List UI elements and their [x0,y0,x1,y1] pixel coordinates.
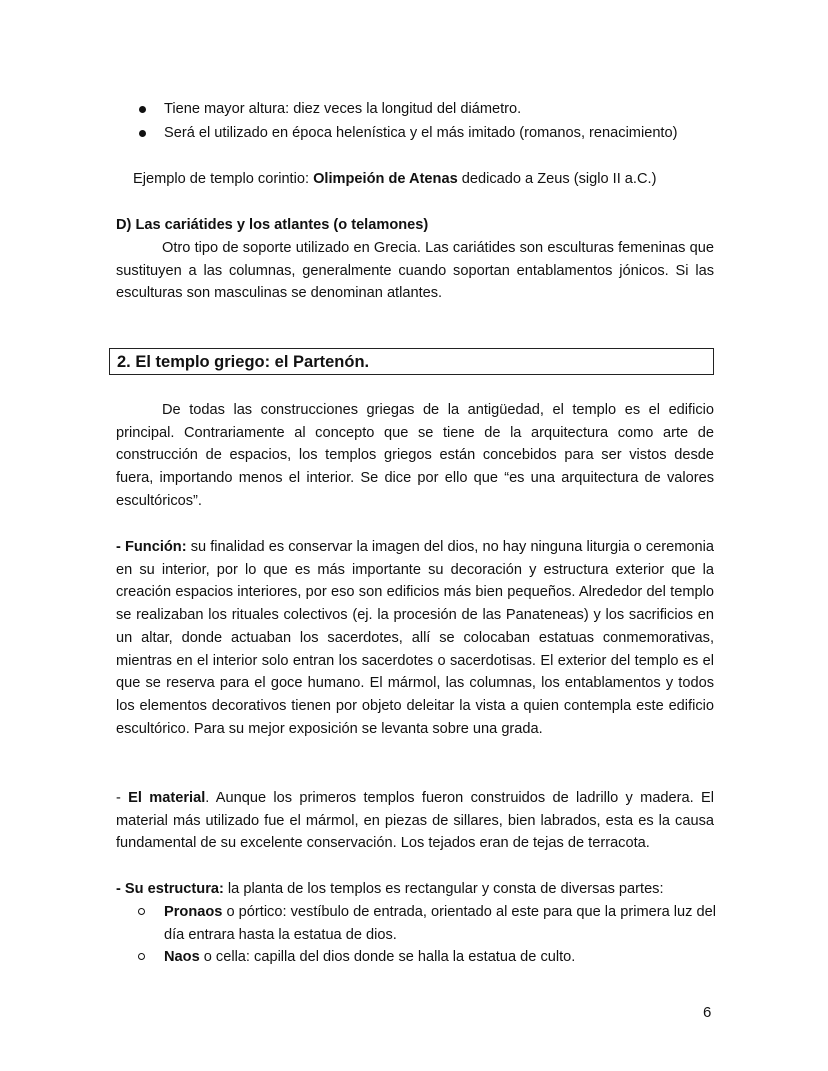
bullet-item [116,98,716,122]
temple-part-item: Pronaos o pórtico: vestíbulo de entrada, orientado al este para que la primera luz del día entrara hasta la estatua de dios. [116,901,716,946]
section-d-heading: D) Las cariátides y los atlantes (o telamones) [116,217,429,233]
estructura-line: - Su estructura: la planta de los templos es rectangular y consta de diversas partes: [116,881,664,897]
bullet-icon [139,130,146,137]
page-number: 6 [703,1004,712,1021]
example-temple-name: Olimpeión de Atenas [313,171,458,187]
order-features-list [116,98,716,146]
temple-parts-list [116,901,716,969]
section-2-title: 2. El templo griego: el Partenón. [109,348,714,375]
material-paragraph: - El material. Aunque los primeros templos fueron construidos de ladrillo y madera. El material más utilizado fue el mármol, en piezas de sillares, bien labrados, esta es la causa fundamental de su excelente conservación. Los tejados eran de tejas de terracota. [116,790,714,852]
material-label: El material [128,790,206,806]
corinthian-example [133,168,656,191]
bullet-text: Será el utilizado en época helenística y el más imitado (romanos, renacimiento) [164,125,678,141]
circle-bullet-icon [138,908,145,915]
funcion-label: - Función: [116,539,187,555]
bullet-text: Tiene mayor altura: diez veces la longitud del diámetro. [164,101,522,117]
bullet-item [116,122,716,146]
section-d-paragraph: Otro tipo de soporte utilizado en Grecia. Las cariátides son esculturas femeninas que sustituyen a las columnas, generalmente cuando soportan entablamentos jónicos. Si las esculturas son masculinas se denominan atlantes. [116,240,714,302]
estructura-label: - Su estructura: [116,881,224,897]
example-suffix: dedicado a Zeus (siglo II a.C.) [457,171,657,187]
bullet-icon [139,106,146,113]
temple-intro-paragraph: De todas las construcciones griegas de la antigüedad, el templo es el edificio principal. Contrariamente al concepto que se tiene de la arquitectura como arte de construcción de espacios, los templos griegos están concebidos para ser vistos desde fuera, importando menos el interior. Se dice por ello que “es una arquitectura de valores escultóricos”. [116,402,714,509]
temple-part-item: Naos o cella: capilla del dios donde se halla la estatua de culto. [116,946,716,969]
funcion-paragraph: - Función: su finalidad es conservar la imagen del dios, no hay ninguna liturgia o ceremonia en su interior, por lo que es más importante su decoración y estructura exterior que la creación espacios interiores, por eso son edificios más bien pequeños. Alrededor del templo se realizaban los rituales colectivos (ej. la procesión de las Panateneas) y los sacrificios en un altar, donde actuaban los sacerdotes, allí se colocaban estatuas conmemorativas, mientras en el interior solo entran los sacerdotes o sacerdotisas. El exterior del templo es el que se reserva para el goce humano. El mármol, las columnas, los entablamentos y todos los elementos decorativos tienen por objeto deleitar la vista a quien contempla este edificio escultórico. Para su mejor exposición se levanta sobre una grada. [116,539,714,737]
circle-bullet-icon [138,953,145,960]
example-prefix: Ejemplo de templo corintio: [133,171,314,187]
